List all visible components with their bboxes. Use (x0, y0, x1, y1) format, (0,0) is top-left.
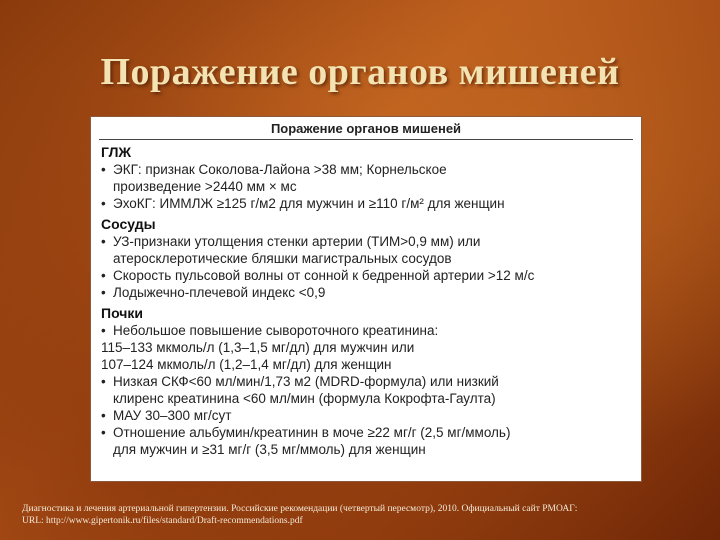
citation-url: URL: http://www.gipertonik.ru/files/standard/Draft-recommendations.pdf (22, 516, 303, 526)
text-line: атеросклеротические бляшки магистральных сосудов (113, 251, 452, 266)
slide-title: Поражение органов мишеней (100, 51, 620, 93)
text-line: произведение >2440 мм × мс (113, 179, 297, 194)
section-title: ГЛЖ (101, 144, 132, 160)
bullet-item: • Небольшое повышение сывороточного креатинина: (101, 322, 633, 339)
bullet-item: • МАУ 30–300 мг/сут (101, 407, 633, 424)
bullet-item: • Отношение альбумин/креатинин в моче ≥22 мг/г (2,5 мг/ммоль) (101, 424, 633, 441)
text-line: 107–124 мкмоль/л (1,2–1,4 мг/дл) для женщин (101, 357, 392, 372)
content-panel (90, 116, 642, 482)
bullet-item: • ЭхоКГ: ИММЛЖ ≥125 г/м2 для мужчин и ≥110 г/м² для женщин (101, 195, 633, 212)
panel-content (91, 140, 641, 458)
bullet-item: • ЭКГ: признак Соколова-Лайона >38 мм; Корнельское (101, 161, 633, 178)
text-line: клиренс креатинина <60 мл/мин (формула Кокрофта-Гаулта) (113, 391, 496, 406)
panel-header: Поражение органов мишеней (99, 121, 633, 140)
bullet-item: • Скорость пульсовой волны от сонной к бедренной артерии >12 м/с (101, 267, 633, 284)
text-line: для мужчин и ≥31 мг/г (3,5 мг/ммоль) для женщин (113, 442, 426, 457)
bullet-item: • Лодыжечно-плечевой индекс <0,9 (101, 284, 633, 301)
bullet-item: • УЗ-признаки утолщения стенки артерии (ТИМ>0,9 мм) или (101, 233, 633, 250)
citation-line-1: Диагностика и лечения артериальной гипертензии. Российские рекомендации (четвертый пересмотр), 2010. Официальный сайт РМОАГ: (22, 504, 578, 514)
section-title: Почки (101, 305, 144, 321)
section-title: Сосуды (101, 216, 156, 232)
text-line: 115–133 мкмоль/л (1,3–1,5 мг/дл) для мужчин или (101, 340, 415, 355)
bullet-item: • Низкая СКФ<60 мл/мин/1,73 м2 (MDRD-формула) или низкий (101, 373, 633, 390)
citation-footer (22, 503, 702, 527)
